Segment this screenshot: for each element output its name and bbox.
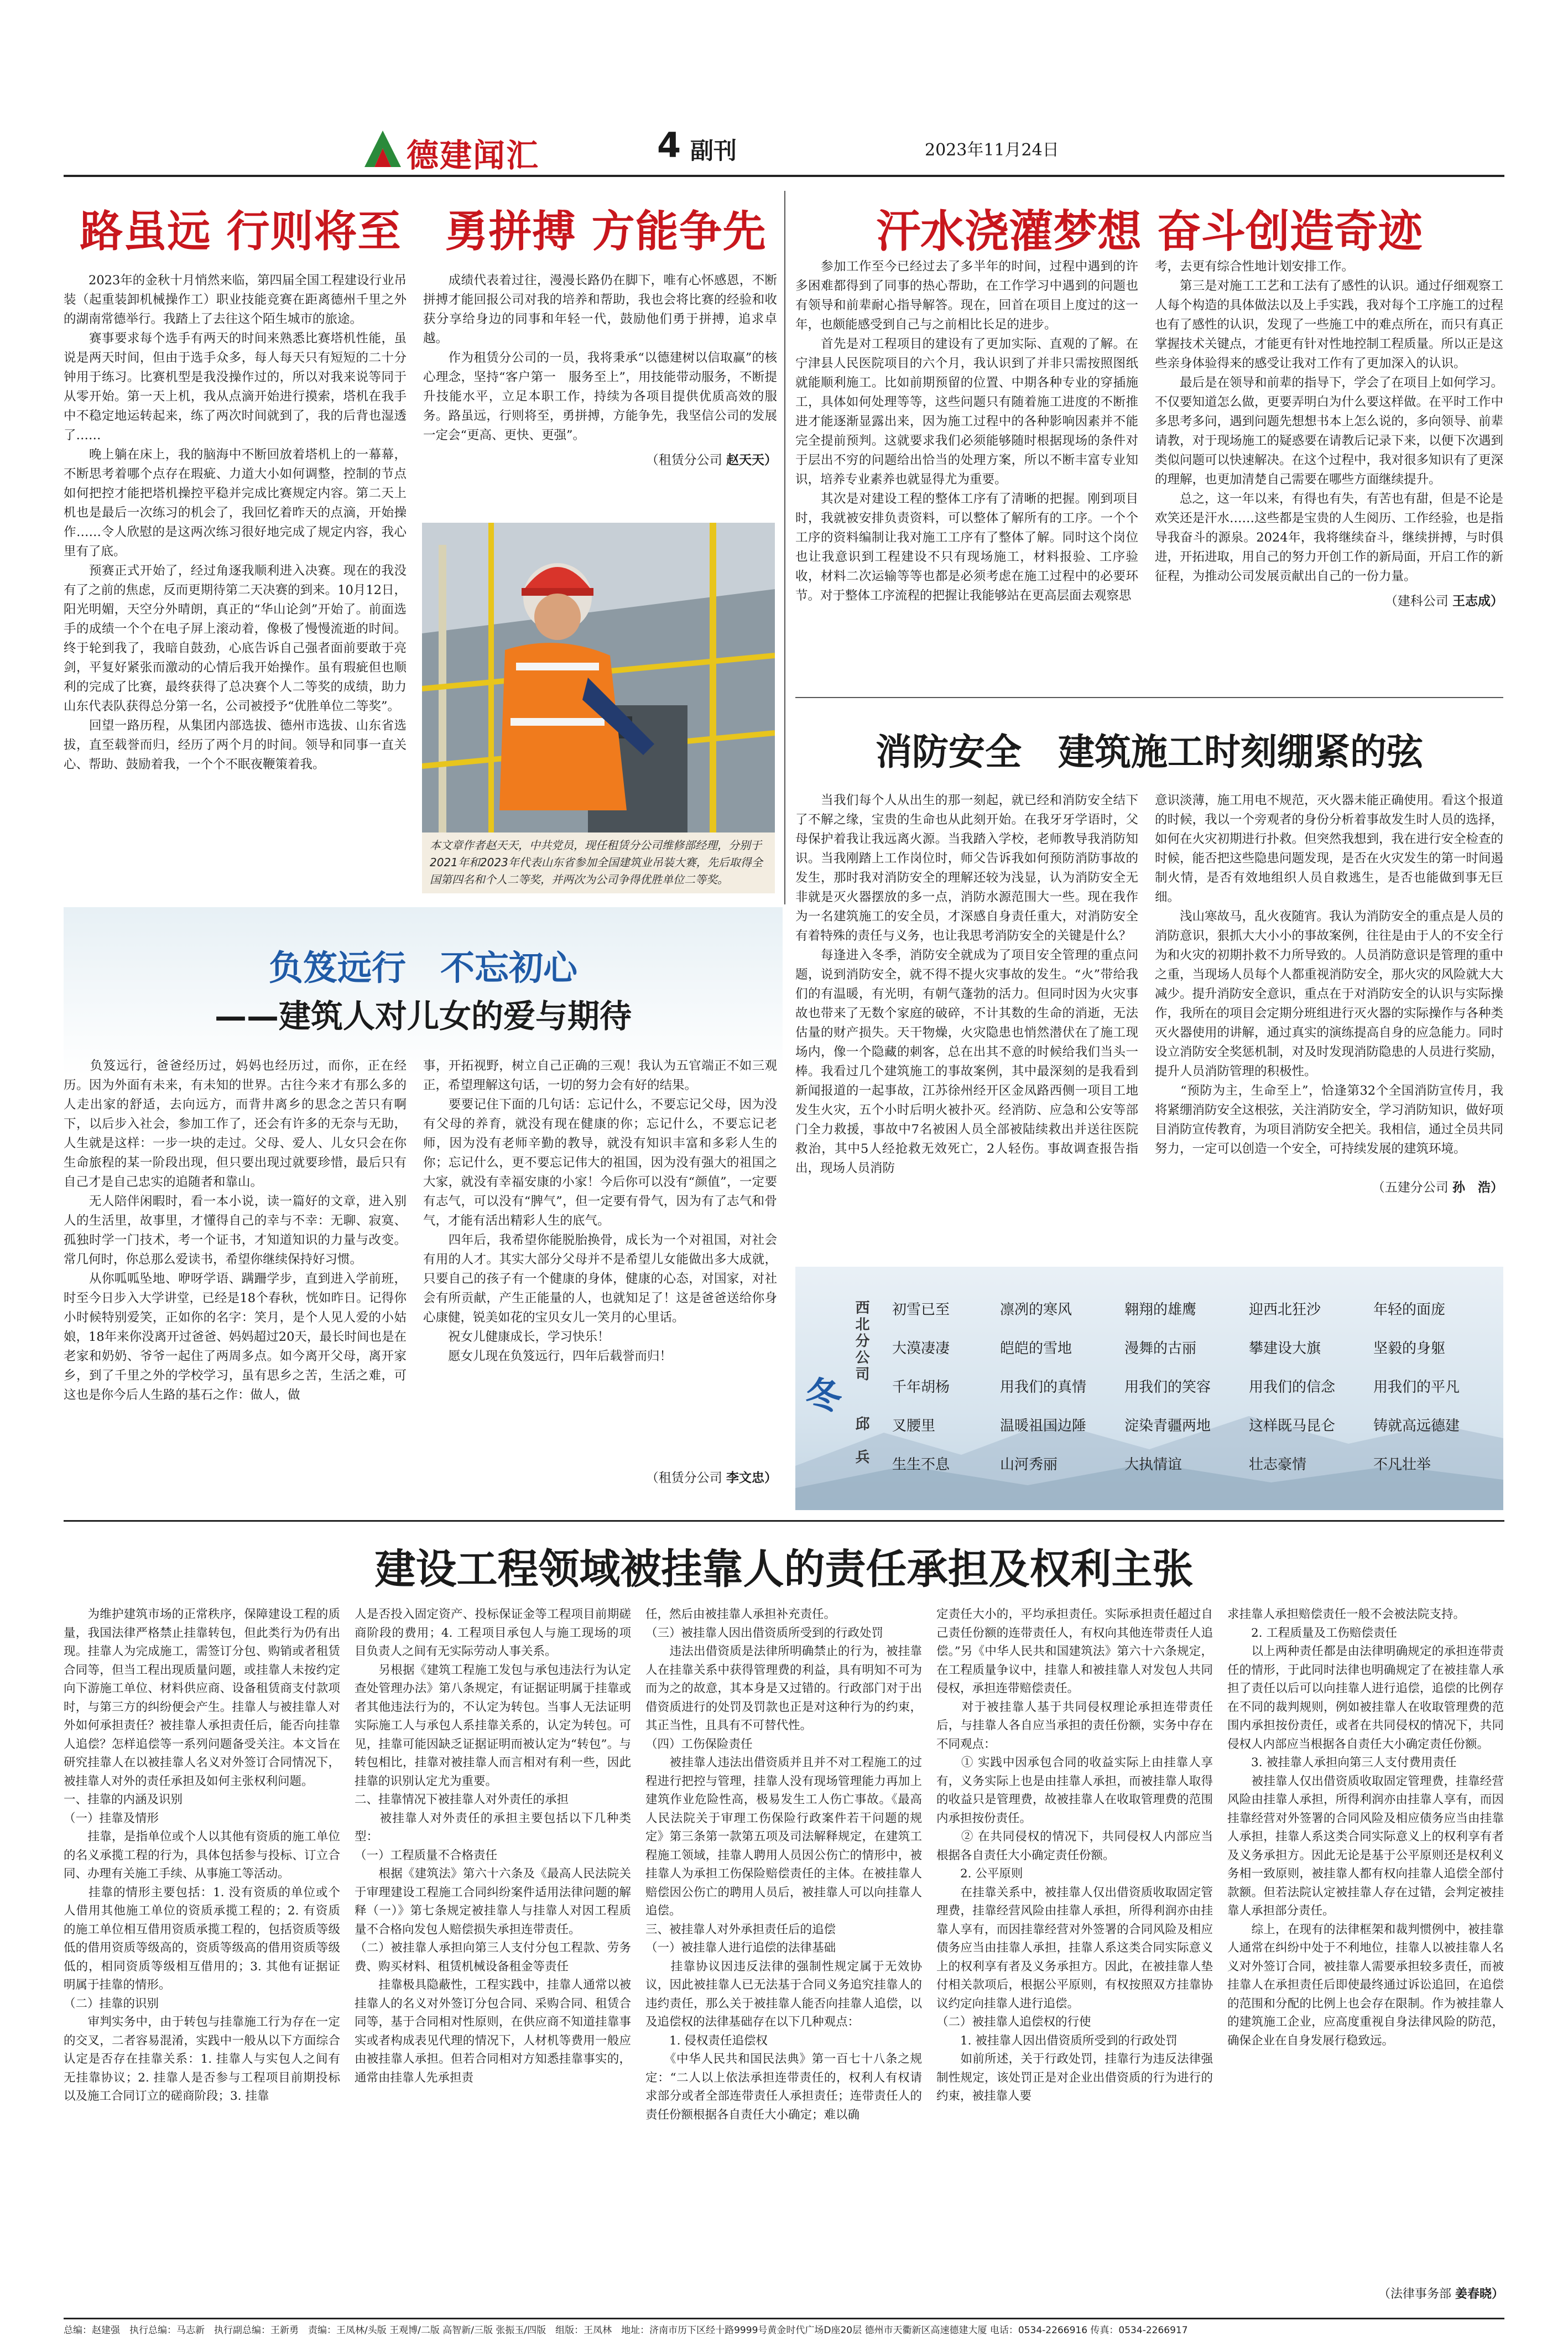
photo-caption	[422, 832, 775, 893]
poem-line: 漫舞的古丽	[1124, 1340, 1197, 1357]
column-text: 考，去更有综合性地计划安排工作。 第三是对施工工艺和工法有了感性的认识。通过仔细观察工人每个构造的具体做法以及上手实践，我对每个工序施工的过程也有了感性的认识，发现了一些施工中的难点所在，而只有真正掌握技术关键点，才能更有针对性地控制工程质量。所以正是这些亲身体验得来的感受让我对工作有了更加深入的认识。 最后是在领导和前辈的指导下，学会了在项目上如何学习。不仅要知道怎么做，更要弄明白为什么要这样做。在平时工作中多思考多问，遇到问题先想想书本上怎么说的，多向领导、前辈请教，对于现场施工的疑惑要在请教后记录下来，以便下次遇到类似问题可以快速解决。在这个过程中，我对很多知识有了更深的理解，也更加清楚自己需要在哪些方面继续提升。 总之，这一年以来，有得也有失，有苦也有甜，但是不论是欢笑还是汗水……这些都是宝贵的人生阅历、工作经验，也是指导我奋斗的源泉。2024年，我将继续奋斗，继续拼搏，与时俱进，开拓进取，用自己的努力开创工作的新局面，开启工作的新征程，为推动公司发展贡献出自己的一份力量。	[1155, 259, 1504, 584]
poem-line: 山河秀丽	[1000, 1456, 1058, 1473]
poem-row	[892, 1366, 1495, 1405]
article-title: 消防安全 建筑施工时刻绷紧的弦	[876, 731, 1423, 773]
poem-line: 大漠凄凄	[892, 1340, 950, 1357]
poem-line: 用我们的平凡	[1373, 1378, 1460, 1396]
page-number: 4	[657, 125, 681, 165]
poem-stanzas	[892, 1289, 1495, 1499]
poem-author-name: 邱 兵	[853, 1416, 869, 1466]
poem-line: 不凡壮举	[1373, 1456, 1431, 1473]
poem-line: 年轻的面庞	[1373, 1301, 1446, 1318]
byline-name: 孙 浩）	[1452, 1180, 1503, 1195]
byline	[423, 450, 777, 468]
poem-author-unit: 西北分公司	[853, 1300, 869, 1383]
article-column-1: 当我们每个人从出生的那一刻起，就已经和消防安全结下了不解之缘，宝贵的生命也从此刻开始。在我牙牙学语时，父母保护着我让我远离火源。当我踏入学校，老师教导我消防知识。当我刚踏上工作岗位时，师父告诉我如何预防消防事故的发生，那时我对消防安全的理解还较为浅显，认为消防安全无非就是灭火器摆放的多一点，消防水源范围大一些。现在我作为一名建筑施工的安全员，才深感自身责任重大，对消防安全有着特殊的责任与义务，也让我思考消防安全的关键是什么？ 每逢进入冬季，消防安全就成为了项目安全管理的重点问题，说到消防安全，就不得不提火灾事故的发生。“火”带给我们的有温暖，有光明，有朝气蓬勃的活力。但同时因为火灾事故也带来了无数个家庭的破碎，不计其数的生命的消逝，无法估量的财产损失。天干物燥，火灾隐患也悄然潜伏在了施工现场内，像一个隐藏的刺客，总在出其不意的时候给我们当头一棒。我看过几个建筑施工的事故案例，其中最深刻的是我看到新闻报道的一起事故，江苏徐州经开区金凤路西侧一项目工地发生火灾，五个小时后明火被扑灭。经消防、应急和公安等部门全力救援，事故中7名被困人员全部被陆续救出并送往医院救治，其中5人经抢救无效死亡，2人轻伤。事故调查报告指出，现场人员消防	[795, 793, 1138, 1175]
poem-line: 用我们的真情	[1000, 1378, 1087, 1396]
poem-row	[892, 1405, 1495, 1444]
section-name: 副刊	[690, 137, 737, 164]
byline-name: 李文忠）	[726, 1471, 777, 1485]
article-road-ahead	[64, 183, 783, 902]
poem-line: 温暖祖国边陲	[1000, 1417, 1087, 1434]
article-title: 路虽远 行则将至 勇拼搏 方能争先	[80, 207, 767, 257]
poem-line: 初雪已至	[892, 1301, 950, 1318]
logo-text: 德建闻汇	[407, 137, 540, 174]
article-title-line-2: ——建筑人对儿女的爱与期待	[214, 997, 632, 1035]
poem-line: 迎西北狂沙	[1249, 1301, 1321, 1318]
poem-line: 翱翔的雄鹰	[1124, 1301, 1197, 1318]
footer-credits: 总编：赵建强 执行总编：马志新 执行副总编：王新勇 责编：王凤林/头版 王观博/二版 高智新/三版 张振玉/四版 组版：王凤林 地址：济南市历下区经十路9999号黄金时代广场D座20层 德州市天衢新区高速德建大厦 电话：0534-2266916 传真：0534-2266917	[64, 2325, 1188, 2336]
poem-row	[892, 1444, 1495, 1482]
poem-winter	[795, 1267, 1503, 1510]
poem-line: 凛冽的寒风	[1000, 1301, 1072, 1318]
poem-line: 这样既马昆仑	[1249, 1417, 1336, 1434]
article-parent-letter	[64, 907, 783, 1510]
poem-line: 用我们的信念	[1249, 1378, 1336, 1396]
poem-line: 攀建设大旗	[1249, 1340, 1321, 1357]
poem-line: 叉腰里	[892, 1417, 936, 1434]
byline-unit: （法律事务部	[1378, 2287, 1451, 2301]
poem-line: 用我们的笑容	[1124, 1378, 1211, 1396]
article-column-2	[1155, 257, 1503, 609]
byline-name: 赵天天）	[726, 453, 777, 467]
caption-text: 本文章作者赵天天，中共党员，现任租赁分公司维修部经理，分别于2021年和2023年代表山东省参加全国建筑业吊装大赛，先后取得全国第四名和个人二等奖，并两次为公司争得优胜单位二等奖。	[430, 839, 763, 886]
issue-date: 2023年11月24日	[925, 141, 1059, 160]
poem-title: 冬	[805, 1375, 842, 1417]
byline	[1155, 591, 1503, 609]
poem-line: 千年胡杨	[892, 1378, 950, 1396]
crane-worker-photo	[422, 523, 775, 832]
article-column-4: 定责任大小的，平均承担责任。实际承担责任超过自己责任份额的连带责任人，有权向其他连带责任人追偿。”另《中华人民共和国建筑法》第六十六条规定，在工程质量争议中，挂靠人和被挂靠人对发包人共同侵权，承担连带赔偿责任。 对于被挂靠人基于共同侵权理论承担连带责任后，与挂靠人各自应当承担的责任份额，实务中存在不同观点： ① 实践中因承包合同的收益实际上由挂靠人享有，义务实际上也是由挂靠人承担，而被挂靠人取得的收益只是管理费，故被挂靠人在收取管理费的范围内承担按份责任。 ② 在共同侵权的情况下，共同侵权人内部应当根据各自责任大小确定责任份额。 2. 公平原则 在挂靠关系中，被挂靠人仅出借资质收取固定管理费，挂靠经营风险由挂靠人承担，所得利润亦由挂靠人享有，而因挂靠经营对外签署的合同风险及相应债务应当由挂靠人承担，挂靠人系这类合同实际意义上的权利享有者及义务承担方。因此，在被挂靠人垫付相关款项后，根据公平原则，有权按照双方挂靠协议约定向挂靠人进行追偿。 （二）被挂靠人追偿权的行使 1. 被挂靠人因出借资质所受到的行政处罚 如前所述，关于行政处罚，挂靠行为违反法律强制性规定，该处罚正是对企业出借资质的行为进行的约束，被挂靠人要	[936, 1607, 1213, 2103]
column-divider-top	[784, 191, 785, 904]
masthead-rule	[64, 175, 1504, 177]
divider-right-mid	[795, 697, 1503, 698]
article-title: 建设工程领域被挂靠人的责任承担及权利主张	[374, 1546, 1194, 1593]
column-text: 求挂靠人承担赔偿责任一般不会被法院支持。 2. 工程质量及工伤赔偿责任 以上两种责任都是由法律明确规定的承担连带责任的情形，于此同时法律也明确规定了在被挂靠人承担了责任以后可以向挂靠人进行追偿，追偿的比例存在不同的裁判规则，例如被挂靠人在收取管理费的范围内承担按份责任，或者在共同侵权的情况下，共同侵权人内部应当根据各自责任大小确定责任份额。 3. 被挂靠人承担向第三人支付费用责任 被挂靠人仅出借资质收取固定管理费，挂靠经营风险由挂靠人承担，所得利润亦由挂靠人享有，而因挂靠经营对外签署的合同风险及相应债务应当由挂靠人承担，挂靠人系这类合同实际意义上的权利享有者及义务承担方。因此无论是基于公平原则还是权利义务相一致原则，被挂靠人都有权向挂靠人追偿全部付款额。但若法院认定被挂靠人存在过错，会判定被挂靠人承担部分责任。 综上，在现有的法律框架和裁判惯例中，被挂靠人通常在纠纷中处于不利地位，挂靠人以被挂靠人名义对外签订合同，被挂靠人需要承担较多责任，而被挂靠人在承担责任后即使最终通过诉讼追回，在追偿的范围和分配的比例上也会存在限制。作为被挂靠人的建筑施工企业，应高度重视自身法律风险的防范，确保企业在自身发展行稳致远。	[1227, 1607, 1504, 2048]
byline-unit: （租赁分公司	[645, 453, 722, 467]
masthead	[0, 0, 1568, 183]
article-column-3: 任，然后由被挂靠人承担补充责任。 （三）被挂靠人因出借资质所受到的行政处罚 违法出借资质是法律所明确禁止的行为，被挂靠人在挂靠关系中获得管理费的利益，具有明知不可为而为之的故意，其本身是又过错的。行政部门对于出借资质进行的处罚及罚款也正是对这种行为的约束，其正当性，且具有不可替代性。 （四）工伤保险责任 被挂靠人违法出借资质并且并不对工程施工的过程进行把控与管理，挂靠人没有现场管理能力再加上建筑作业危险性高，极易发生工人伤亡事故。《最高人民法院关于审理工伤保险行政案件若干问题的规定》第三条第一款第五项及司法解释规定，在建筑工程施工领域，挂靠人聘用人员因公伤亡的情形中，被挂靠人为承担工伤保险赔偿责任的主体。在被挂靠人赔偿因公伤亡的聘用人员后，被挂靠人可以向挂靠人追偿。 三、被挂靠人对外承担责任后的追偿 （一）被挂靠人进行追偿的法律基础 挂靠协议因违反法律的强制性规定属于无效协议，因此被挂靠人已无法基于合同义务追究挂靠人的违约责任，那么关于被挂靠人能否向挂靠人追偿，以及追偿权的法律基础存在以下几种观点： 1. 侵权责任追偿权 《中华人民共和国民法典》第一百七十八条之规定：“二人以上依法承担连带责任的，权利人有权请求部分或者全部连带责任人承担责任；连带责任人的责任份额根据各自责任大小确定；难以确	[645, 1607, 922, 2122]
byline-name: 姜春晓）	[1455, 2287, 1504, 2301]
article-column-1: 2023年的金秋十月悄然来临，第四届全国工程建设行业吊装（起重装卸机械操作工）职业技能竞赛在距离德州千里之外的湖南常德举行。我踏上了去往这个陌生城市的旅途。 赛事要求每个选手有两天的时间来熟悉比赛塔机性能，虽说是两天时间，但由于选手众多，每人每天只有短短的二十分钟用于练习。比赛机型是我没操作过的，所以对我来说等同于从零开始。第一天上机，我从点滴开始进行摸索，塔机在我手中不稳定地运转起来，练了两次时间就到了，我的后背也湿透了…… 晚上躺在床上，我的脑海中不断回放着塔机上的一幕幕，不断思考着哪个点存在瑕疵、力道大小如何调整，控制的节点如何把控才能把塔机操控平稳并完成比赛规定内容。第二天上机也是最后一次练习的机会了，我回忆着昨天的点滴，开始操作……令人欣慰的是这两次练习很好地完成了规定内容，我心里有了底。 预赛正式开始了，经过角逐我顺利进入决赛。现在的我没有了之前的焦虑，反而更期待第二天决赛的到来。10月12日，阳光明媚，天空分外晴朗，真正的“华山论剑”开始了。前面选手的成绩一个个在电子屏上滚动着，像极了慢慢流逝的时间。终于轮到我了，我暗自鼓劲，心底告诉自己强者面前要敢于亮剑，平复好紧张而激动的心情后我开始操作。虽有瑕疵但也顺利的完成了比赛，最终获得了总决赛个人二等奖的成绩，助力山东代表队获得总分第一名，公司被授予“优胜单位二等奖”。 回望一路历程，从集团内部选拔、德州市选拔、山东省选拔，直至载誉而归，经历了两个月的时间。领导和同事一直关心、帮助、鼓励着我，一个个不眠夜鞭策着我。	[64, 273, 407, 772]
byline	[1155, 1177, 1503, 1195]
article-column-1: 参加工作至今已经过去了多半年的时间，过程中遇到的许多困难都得到了同事的热心帮助，在工作学习中遇到的问题也有领导和前辈耐心指导解答。现在，回首在项目上度过的这一年，也颇能感受到自己与之前相比长足的进步。 首先是对工程项目的建设有了更加实际、直观的了解。在宁津县人民医院项目的六个月，我认识到了并非只需按照图纸就能顺利施工。比如前期预留的位置、中期各种专业的穿插施工，具体如何处理等等，这些问题只有随着施工进度的不断推进才能逐渐显露出来，因为施工过程中的各种影响因素并不能完全提前预判。这就要求我们必须能够随时根据现场的条件对于层出不穷的问题给出恰当的处理方案，所以不断丰富专业知识，培养专业素养也就显得尤为重要。 其次是对建设工程的整体工序有了清晰的把握。刚到项目时，我就被安排负责资料，可以整体了解所有的工序。一个个工序的资料编制让我对施工工序有了整体了解。同时这个岗位也让我意识到工程建设不只有现场施工，材料报验、工序验收，材料二次运输等等也都是必须考虑在施工过程中的必要环节。对于整体工序流程的把握让我能够站在更高层面去观察思	[795, 259, 1138, 603]
article-title: 汗水浇灌梦想 奋斗创造奇迹	[876, 206, 1423, 257]
poem-line: 坚毅的身躯	[1373, 1340, 1446, 1357]
article-column-2	[423, 1057, 777, 1486]
article-legal-liability	[64, 1522, 1504, 2316]
poem-line: 壮志豪情	[1249, 1456, 1307, 1473]
logo-mark-icon	[362, 128, 403, 169]
poem-row	[892, 1289, 1495, 1328]
article-column-5	[1227, 1605, 1504, 2302]
column-text: 成绩代表着过往，漫漫长路仍在脚下，唯有心怀感恩，不断拼搏才能回报公司对我的培养和帮助，我也会将比赛的经验和收获分享给身边的同事和年轻一代，鼓励他们勇于拼搏，追求卓越。 作为租赁分公司的一员，我将秉承“以德建树以信取赢”的核心理念，坚持“客户第一 服务至上”，用技能带动服务，不断提升技能水平，立足本职工作，持续为各项目提供优质高效的服务。路虽远，行则将至，勇拼搏，方能争先，我坚信公司的发展一定会“更高、更快、更强”。	[423, 273, 777, 443]
byline	[1227, 2285, 1504, 2302]
article-column-1: 负笈远行，爸爸经历过，妈妈也经历过，而你，正在经历。因为外面有未来，有未知的世界。古往今来才有那么多的人走出家的舒适，去向远方，而背井离乡的思念之苦只有啊下，以后步入社会，参加工作了，还会有许多的无奈与无助，人生就是这样：一步一块的走过。父母、爱人、儿女只会在你生命旅程的某一阶段出现，但只要出现过就要珍惜，最后只有自己才是自己忠实的追随者和靠山。 无人陪伴闲暇时，看一本小说，读一篇好的文章，进入别人的生活里，故事里，才懂得自己的幸与不幸：无聊、寂寞、孤独时学一门技术，考一个证书，才知道知识的力量与改变。常几何时，你总那么爱读书，希望你继续保持好习惯。 从你呱呱坠地、咿呀学语、蹒跚学步，直到进入学前班，时至今日步入大学讲堂，已经是18个春秋，恍如昨日。记得你小时候特别爱笑，正如你的名字：笑月，是个人见人爱的小姑娘，18年来你没离开过爸爸、妈妈超过20天，最长时间也是在老家和奶奶、爷爷一起住了两周多点。如今离开父母，离开家乡，到了千里之外的学校学习，虽有思乡之苦，生活之难，可这也是你今后人生路的基石之作：做人，做	[64, 1059, 407, 1402]
author-photo	[422, 523, 775, 832]
poem-line: 铸就高远德建	[1373, 1417, 1460, 1434]
article-fire-safety	[795, 703, 1503, 1267]
byline-unit: （租赁分公司	[645, 1471, 722, 1485]
byline-unit: （五建分公司	[1372, 1180, 1449, 1195]
article-column-2: 人是否投入固定资产、投标保证金等工程项目前期磋商阶段的费用；4. 工程项目承包人与施工现场的项目负责人之间有无实际劳动人事关系。 另根据《建筑工程施工发包与承包违法行为认定查处管理办法》第八条规定，有证据证明属于挂靠或者其他违法行为的，不认定为转包。当事人无法证明实际施工人与承包人系挂靠关系的，认定为转包。可见，挂靠可能因缺乏证据证明而被认定为“转包”。与转包相比，挂靠对被挂靠人而言相对有利一些，因此挂靠的识别认定尤为重要。 二、挂靠情况下被挂靠人对外责任的承担 被挂靠人对外责任的承担主要包括以下几种类型： （一）工程质量不合格责任 根据《建筑法》第六十六条及《最高人民法院关于审理建设工程施工合同纠纷案件适用法律问题的解释（一）》第七条规定被挂靠人与挂靠人对因工程质量不合格向发包人赔偿损失承担连带责任。 （二）被挂靠人承担向第三人支付分包工程款、劳务费、购买材料、租赁机械设备租金等责任 挂靠极具隐蔽性，工程实践中，挂靠人通常以被挂靠人的名义对外签订分包合同、采购合同、租赁合同等，基于合同相对性原则，在供应商不知道挂靠事实或者构成表见代理的情况下，人材机等费用一般应由被挂靠人承担。但若合同相对方知悉挂靠事实的，通常由挂靠人先承担责	[355, 1607, 631, 2085]
byline-unit: （建科公司	[1384, 594, 1449, 608]
byline-name: 王志成）	[1452, 594, 1503, 608]
article-title-line-1: 负笈远行 不忘初心	[268, 948, 577, 988]
poem-row	[892, 1328, 1495, 1366]
column-text: 事，开拓视野，树立自己正确的三观！我认为五官端正不如三观正，希望理解这句话，一切的努力会有好的结果。 要要记住下面的几句话：忘记什么，不要忘记父母，因为没有父母的养育，就没有现在健康的你；忘记什么，不要忘记老师，因为没有老师辛勤的教导，就没有知识丰富和多彩人生的你；忘记什么，更不要忘记伟大的祖国，因为没有强大的祖国之大家，就没有幸福安康的小家！今后你可以没有“颜值”，一定要有志气，可以没有“脾气”，但一定要有骨气，因为有了志气和骨气，才能有活出精彩人生的底气。 四年后，我希望你能脱胎换骨，成长为一个对祖国，对社会有用的人才。其实大部分父母并不是希望儿女能做出多大成就，只要自己的孩子有一个健康的身体，健康的心态，对国家，对社会有所贡献，产生正能量的人，也就知足了！这是爸爸送给你身心康健，锐美如花的宝贝女儿一笑月的心里话。 祝女儿健康成长，学习快乐！ 愿女儿现在负笈远行，四年后载誉而归！	[423, 1059, 777, 1364]
article-column-2	[423, 271, 777, 468]
article-sweat-dream	[795, 183, 1503, 736]
poem-line: 生生不息	[892, 1456, 950, 1473]
footer-rule	[64, 2318, 1504, 2319]
poem-line: 大执情谊	[1124, 1456, 1182, 1473]
divider-bottom-section	[64, 1520, 1504, 1522]
article-column-2	[1155, 791, 1503, 1195]
article-column-1: 为维护建筑市场的正常秩序，保障建设工程的质量，我国法律严格禁止挂靠转包，但此类行为仍有出现。挂靠人为完成施工，需签订分包、购销或者租赁合同等，但当工程出现质量问题，或挂靠人未按约定向下游施工单位、材料供应商、设备租赁商支付款项时，与第三方的纠纷便会产生。挂靠人与被挂靠人对外如何承担责任？被挂靠人承担责任后，能否向挂靠人追偿？怎样追偿等一系列问题备受关注。本文旨在研究挂靠人在以被挂靠人名义对外签订合同情况下，被挂靠人对外的责任承担及如何主张权利问题。 一、挂靠的内涵及识别 （一）挂靠及情形 挂靠，是指单位或个人以其他有资质的施工单位的名义承揽工程的行为，具体包括参与投标、订立合同、办理有关施工手续、从事施工等活动。 挂靠的情形主要包括：1. 没有资质的单位或个人借用其他施工单位的资质承揽工程的；2. 有资质的施工单位相互借用资质承揽工程的，包括资质等级低的借用资质等级高的，资质等级高的借用资质等级低的，相同资质等级相互借用的；3. 其他有证据证明属于挂靠的情形。 （二）挂靠的识别 审判实务中，由于转包与挂靠施工行为存在一定的交叉，二者容易混淆，实践中一般从以下方面综合认定是否存在挂靠关系：1. 挂靠人与实包人之间有无挂靠协议；2. 挂靠人是否参与工程项目前期投标以及施工合同订立的磋商阶段；3. 挂靠	[64, 1607, 340, 2103]
poem-line: 淀染青疆两地	[1124, 1417, 1211, 1434]
byline	[423, 1468, 777, 1486]
poem-line: 皑皑的雪地	[1000, 1340, 1072, 1357]
logo	[362, 126, 650, 174]
column-text: 意识淡薄，施工用电不规范，灭火器未能正确使用。看这个报道的时候，我以一个旁观者的身份分析着事故发生时人员的选择，如何在火灾初期进行扑救。但突然我想到，我在进行安全检查的时候，能否把这些隐患问题发现，是否在火灾发生的第一时间遏制火情，是否有效地组织人员自救逃生，是否也能做到事无巨细。 浅山寒故马，乱火夜随宵。我认为消防安全的重点是人员的消防意识，狠抓大大小小的事故案例，往往是由于人的不安全行为和火灾的初期扑救不力所导致的。人员消防意识是管理的重中之重，当现场人员每个人都重视消防安全，那火灾的风险就大大减少。提升消防安全意识，重点在于对消防安全的认识与实际操作，我所在的项目会定期分班组进行灭火器的实际操作与各种类灭火器使用的讲解，通过真实的演练提高自身的应急能力。同时设立消防安全奖惩机制，对及时发现消防隐患的人员进行奖励，提升人员消防管理的积极性。 “预防为主，生命至上”，恰逢第32个全国消防宣传月，我将紧绷消防安全这根弦，关注消防安全，学习消防知识，做好项目消防宣传教育，为项目消防安全把关。我相信，通过全员共同努力，一定可以创造一个安全，可持续发展的建筑环境。	[1155, 793, 1503, 1156]
